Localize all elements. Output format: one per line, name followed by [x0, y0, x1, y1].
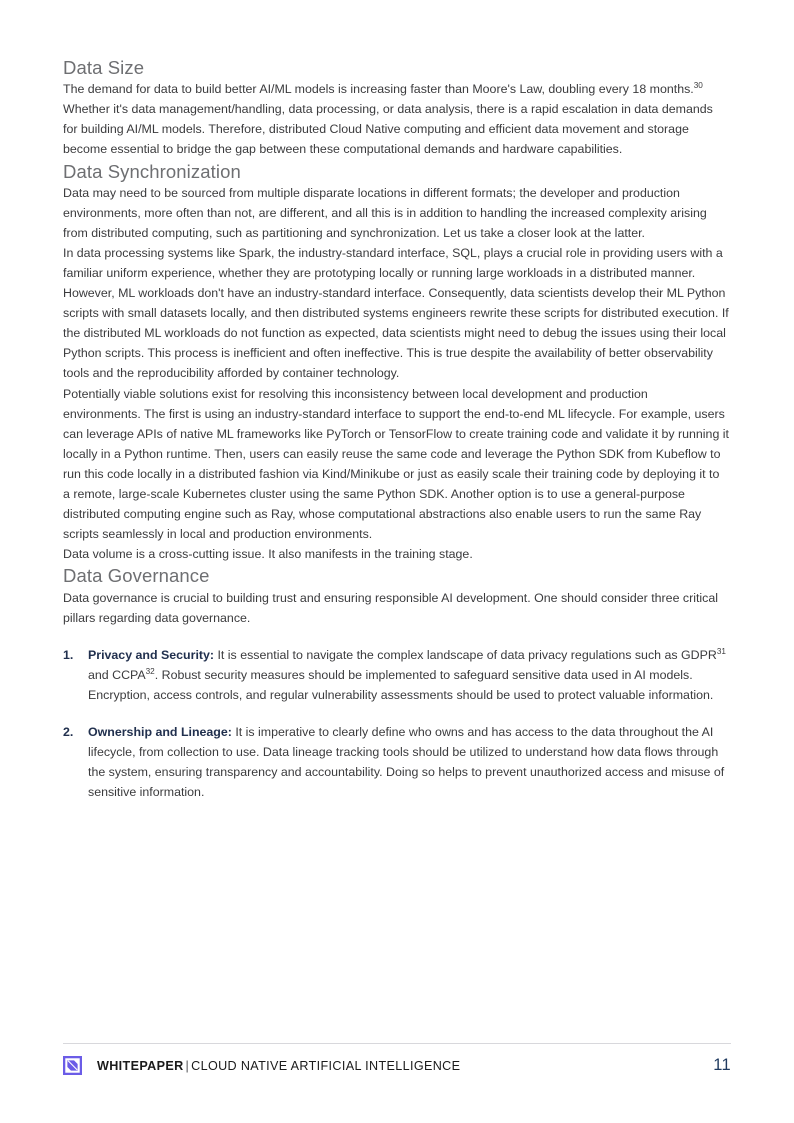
footnote-ref-30[interactable]: 30 — [693, 81, 703, 90]
footer-row — [63, 1056, 731, 1075]
text-run: and CCPA — [88, 667, 146, 682]
paragraph-data-sync-1: Data may need to be sourced from multiple disparate locations in different formats; the developer and production environments, more often than not, are different, and all this is in addition to handling the increased complexity arising from distributed computing, such as partitioning and synchronization. Let us take a closer look at the latter. — [63, 185, 707, 240]
text-run: It is essential to navigate the complex landscape of data privacy regulations such as GDPR — [214, 647, 717, 662]
paragraph-data-governance-1: Data governance is crucial to building trust and ensuring responsible AI development. One should consider three critical pillars regarding data governance. — [63, 590, 719, 625]
text-run: The demand for data to build better AI/ML models is increasing faster than Moore's Law, doubling every 18 months. — [63, 82, 694, 97]
page-number: 11 — [713, 1056, 731, 1074]
paragraph-data-sync-4: Data volume is a cross-cutting issue. It also manifests in the training stage. — [63, 547, 473, 562]
page-footer — [63, 1043, 731, 1075]
paragraph-data-sync-3: Potentially viable solutions exist for resolving this inconsistency between local development and production environments. The first is using an industry-standard interface to support the end-to-end ML lifecycle. For example, users can leverage APIs of native ML frameworks like PyTorch or TensorFlow to create training code and validate it by running it locally in a Python runtime. Then, users can easily reuse the same code and leverage the Python SDK from Kubeflow to run this code locally in a distributed fashion via Kind/Minikube or just as easily scale their training code by deploying it to a remote, large-scale Kubernetes cluster using the same Python SDK. Another option is to use a general-purpose distributed computing engine such as Ray, whose computational abstractions also enable users to run the same Ray scripts seamlessly in local and production environments. — [63, 386, 729, 542]
page-content — [63, 56, 729, 802]
footnote-ref-32[interactable]: 32 — [145, 666, 155, 676]
heading-data-size: Data Size — [63, 57, 145, 78]
footnote-ref-31[interactable]: 31 — [716, 646, 726, 656]
text-run: Whether it's data management/handling, data processing, or data analysis, there is a rapid escalation in data demands for building AI/ML models. Therefore, distributed Cloud Native computing and efficient data movement and storage become essential to bridge the gap between these computational demands and hardware capabilities. — [63, 102, 713, 157]
text-run: . Robust security measures should be implemented to safeguard sensitive data used in AI models. Encryption, access controls, and regular vulnerability assessments should be used to protect valuable information. — [88, 667, 714, 702]
heading-data-synchronization: Data Synchronization — [63, 160, 241, 182]
list-item — [63, 722, 729, 802]
footer-title — [97, 1059, 460, 1073]
footer-branding — [63, 1056, 460, 1075]
pillar-label-privacy-and-security: Privacy and Security: — [88, 647, 215, 662]
paragraph-data-sync-2: In data processing systems like Spark, the industry-standard interface, SQL, plays a crucial role in providing users with a familiar uniform experience, whether they are prototyping locally or running large workloads in a distributed manner. However, ML workloads don't have an industry-standard interface. Consequently, data scientists develop their ML Python scripts with small datasets locally, and then distributed systems engineers rewrite these scripts for distributed execution. If the distributed ML workloads do not function as expected, data scientists might need to debug the issues using their local Python scripts. This process is inefficient and often ineffective. This is true despite the availability of better observability tools and the reproducibility afforded by container technology. — [63, 245, 729, 381]
governance-pillars-list — [63, 645, 729, 803]
pillar-text — [88, 722, 729, 802]
footer-document-title: CLOUD NATIVE ARTIFICIAL INTELLIGENCE — [191, 1058, 461, 1073]
pillar-text — [88, 645, 729, 705]
paragraph-data-size-1 — [63, 79, 729, 159]
cncf-diagonal-slash-logo-icon — [63, 1056, 82, 1075]
footer-divider — [63, 1043, 731, 1044]
footer-separator: | — [185, 1058, 190, 1073]
footer-whitepaper-label: WHITEPAPER — [97, 1058, 184, 1073]
text-run: It is imperative to clearly define who owns and has access to the data throughout the AI lifecycle, from collection to use. Data lineage tracking tools should be utilized to understand how data flows through the system, ensuring transparency and accountability. Doing so helps to prevent unauthorized access and misuse of sensitive information. — [88, 725, 725, 800]
heading-data-governance: Data Governance — [63, 565, 210, 587]
list-item — [63, 645, 729, 705]
pillar-label-ownership-and-lineage: Ownership and Lineage: — [88, 725, 232, 739]
